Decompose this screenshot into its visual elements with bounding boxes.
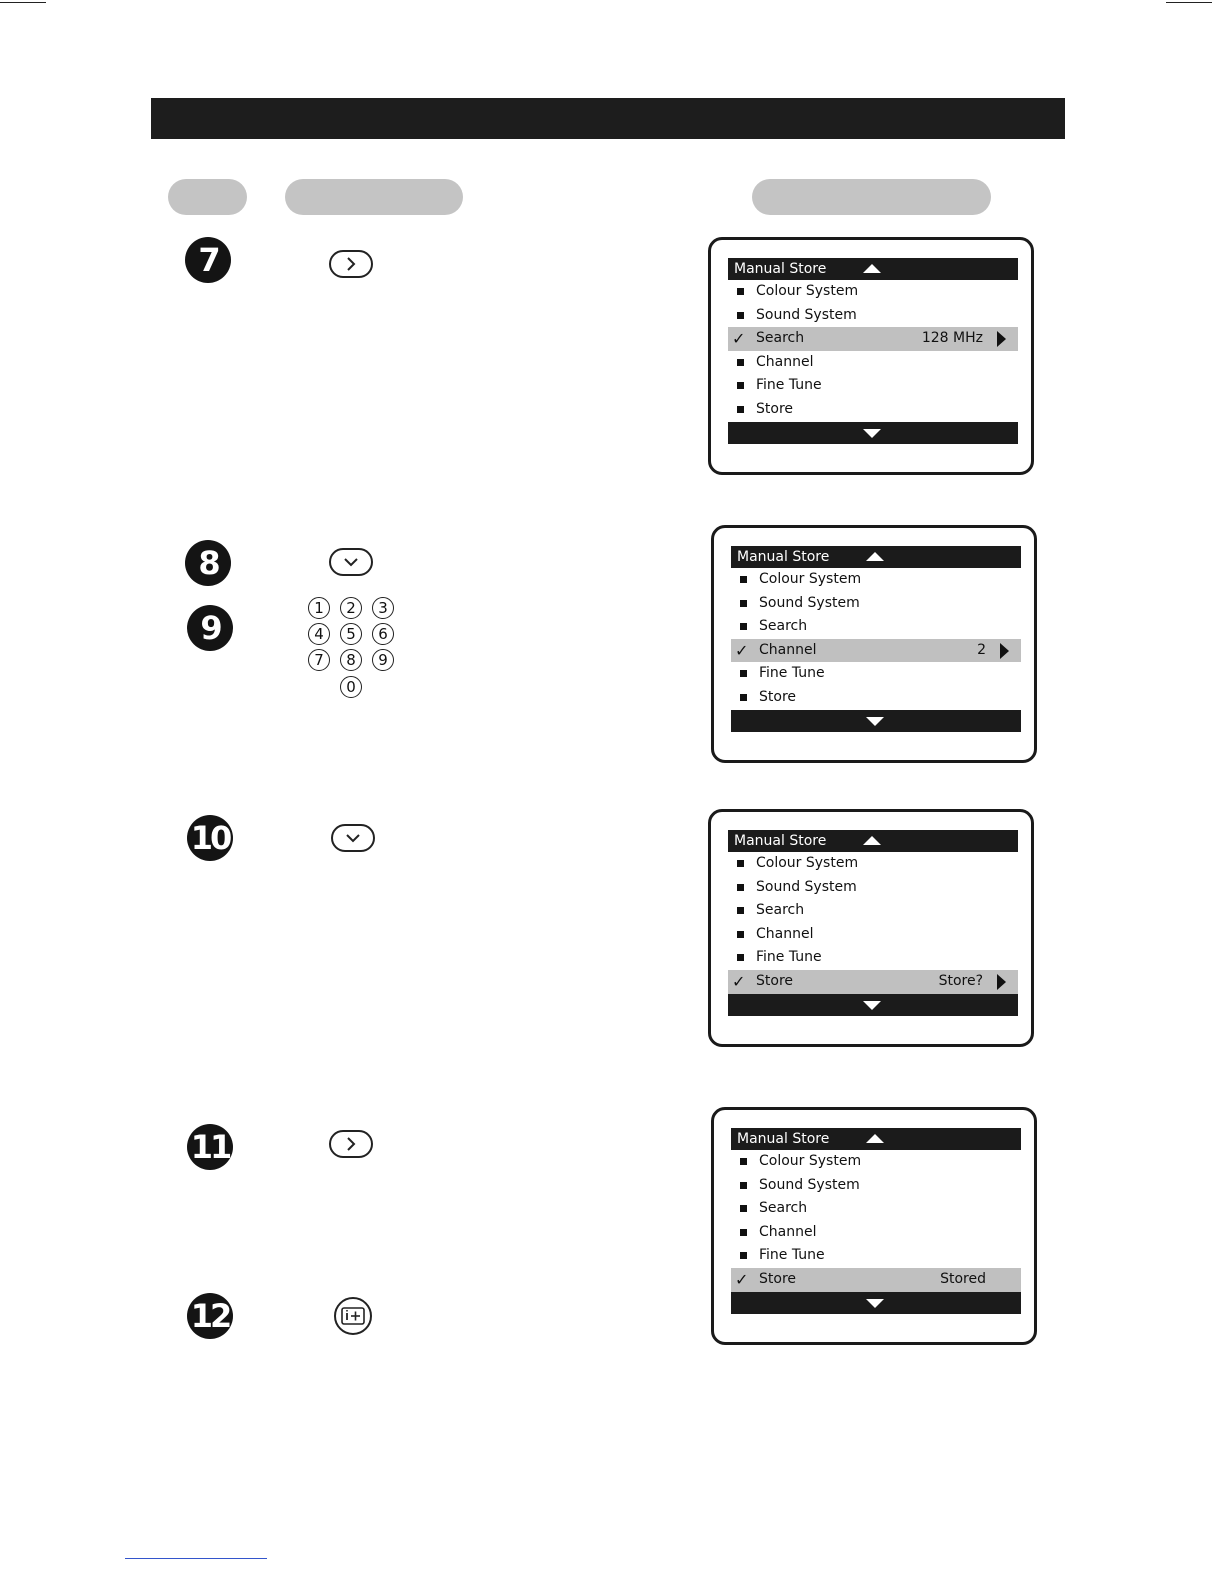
bullet-icon	[740, 694, 747, 701]
menu-item-label: Colour System	[756, 855, 859, 871]
menu-item-value: 128 MHz	[921, 330, 983, 347]
column-header-step	[168, 179, 247, 215]
menu-title	[728, 258, 1018, 280]
scroll-down-icon	[866, 717, 884, 726]
bullet-icon	[737, 860, 744, 867]
scroll-down-icon	[863, 1001, 881, 1010]
chevron-down-icon	[344, 555, 358, 569]
step-number-12: 12	[187, 1293, 233, 1339]
digit-key-6[interactable]: 6	[372, 623, 394, 645]
menu-item-label: Channel	[759, 1223, 817, 1240]
menu-item-label: Sound System	[759, 594, 860, 611]
step-number-7: 7	[185, 237, 231, 283]
digit-key-3[interactable]: 3	[372, 597, 394, 619]
menu-item-label: Store	[756, 400, 794, 417]
menu-item-label: Colour System	[759, 1153, 862, 1169]
bullet-icon	[737, 907, 744, 914]
step-number-9: 9	[187, 605, 233, 651]
info-button[interactable]	[334, 1297, 372, 1335]
chevron-down-icon	[346, 831, 360, 845]
menu-item[interactable]	[728, 398, 1018, 422]
manual-store-menu	[731, 546, 1021, 732]
bullet-icon	[737, 382, 744, 389]
digit-key-0[interactable]: 0	[340, 676, 362, 698]
menu-item-label: Channel	[756, 925, 814, 942]
right-triangle-icon	[997, 331, 1006, 347]
menu-title-text: Manual Store	[734, 833, 827, 849]
digit-key-8[interactable]: 8	[340, 649, 362, 671]
menu-item-label: Colour System	[756, 283, 859, 299]
menu-item[interactable]	[728, 923, 1018, 947]
digit-key-2[interactable]: 2	[340, 597, 362, 619]
menu-title	[731, 1128, 1021, 1150]
scroll-up-icon	[866, 552, 884, 561]
bullet-icon	[740, 623, 747, 630]
menu-item-label: Fine Tune	[759, 665, 825, 682]
right-triangle-icon	[997, 974, 1006, 990]
scroll-up-icon	[866, 1134, 884, 1143]
menu-item[interactable]	[731, 592, 1021, 616]
menu-item[interactable]	[728, 280, 1018, 304]
menu-item[interactable]	[728, 327, 1018, 351]
menu-title	[731, 546, 1021, 568]
down-arrow-button[interactable]	[329, 548, 373, 576]
bullet-icon	[737, 884, 744, 891]
scroll-down-icon	[866, 1299, 884, 1308]
menu-item-label: Fine Tune	[759, 1247, 825, 1264]
right-arrow-button[interactable]	[329, 1130, 373, 1158]
right-triangle-icon	[1000, 643, 1009, 659]
scroll-up-icon	[863, 836, 881, 845]
digit-key-9[interactable]: 9	[372, 649, 394, 671]
menu-footer	[728, 422, 1018, 444]
down-arrow-button[interactable]	[331, 824, 375, 852]
menu-item[interactable]	[728, 852, 1018, 876]
digit-key-5[interactable]: 5	[340, 623, 362, 645]
step-number-10: 10	[187, 815, 233, 861]
bullet-icon	[737, 359, 744, 366]
menu-item[interactable]	[728, 946, 1018, 970]
tv-screen-step-7	[708, 237, 1034, 475]
manual-store-menu	[731, 1128, 1021, 1314]
bullet-icon	[740, 1158, 747, 1165]
bullet-icon	[740, 1229, 747, 1236]
bullet-icon	[740, 1182, 747, 1189]
menu-item-label: Fine Tune	[756, 949, 822, 966]
checkmark-icon: ✓	[732, 971, 746, 991]
menu-item[interactable]	[728, 970, 1018, 994]
section-header-bar	[151, 98, 1065, 139]
menu-footer	[728, 994, 1018, 1016]
menu-item[interactable]	[731, 662, 1021, 686]
menu-item-value: 2	[977, 641, 986, 658]
menu-item[interactable]	[731, 686, 1021, 710]
tv-screen-step-9	[711, 525, 1037, 763]
manual-store-menu	[728, 258, 1018, 444]
menu-item-label: Channel	[756, 353, 814, 370]
menu-item[interactable]	[731, 1268, 1021, 1292]
menu-item-value: Stored	[940, 1270, 986, 1287]
menu-footer	[731, 1292, 1021, 1314]
bullet-icon	[737, 288, 744, 295]
bullet-icon	[737, 312, 744, 319]
bullet-icon	[737, 931, 744, 938]
digit-keypad	[307, 596, 403, 702]
menu-footer	[731, 710, 1021, 732]
step-number-8: 8	[185, 540, 231, 586]
bullet-icon	[740, 576, 747, 583]
scroll-up-icon	[863, 264, 881, 273]
menu-item-label: Search	[759, 1200, 808, 1217]
menu-item-label: Sound System	[759, 1176, 860, 1193]
menu-item[interactable]	[731, 1174, 1021, 1198]
menu-item[interactable]	[728, 899, 1018, 923]
digit-key-7[interactable]: 7	[308, 649, 330, 671]
menu-item-label: Store	[756, 972, 794, 989]
menu-title-text: Manual Store	[734, 261, 827, 277]
menu-item[interactable]	[728, 876, 1018, 900]
menu-item[interactable]	[731, 1244, 1021, 1268]
menu-item-label: Sound System	[756, 878, 857, 895]
menu-item[interactable]	[731, 615, 1021, 639]
checkmark-icon: ✓	[735, 640, 749, 660]
bullet-icon	[740, 1205, 747, 1212]
menu-item[interactable]	[731, 1150, 1021, 1174]
menu-item[interactable]	[731, 568, 1021, 592]
menu-item-label: Store	[759, 688, 797, 705]
info-plus-icon	[341, 1307, 365, 1325]
scroll-down-icon	[863, 429, 881, 438]
menu-item-label: Store	[759, 1270, 797, 1287]
chevron-right-icon	[344, 1137, 358, 1151]
crop-mark-right	[1166, 2, 1212, 3]
bullet-icon	[740, 670, 747, 677]
menu-title-text: Manual Store	[737, 1131, 830, 1147]
tv-screen-step-10	[708, 809, 1034, 1047]
menu-item-label: Sound System	[756, 306, 857, 323]
menu-item-label: Search	[756, 902, 805, 919]
menu-item[interactable]	[731, 1221, 1021, 1245]
menu-item[interactable]	[728, 304, 1018, 328]
menu-item-label: Colour System	[759, 571, 862, 587]
crop-mark-left	[0, 2, 46, 3]
digit-key-4[interactable]: 4	[308, 623, 330, 645]
footer-rule	[125, 1558, 267, 1559]
menu-item[interactable]	[728, 351, 1018, 375]
bullet-icon	[737, 954, 744, 961]
menu-item-value: Store?	[938, 972, 983, 989]
bullet-icon	[737, 406, 744, 413]
bullet-icon	[740, 1252, 747, 1259]
menu-item[interactable]	[731, 1197, 1021, 1221]
chevron-right-icon	[344, 257, 358, 271]
menu-item-label: Channel	[759, 641, 817, 658]
menu-item[interactable]	[731, 639, 1021, 663]
manual-store-menu	[728, 830, 1018, 1016]
tv-screen-step-11	[711, 1107, 1037, 1345]
step-number-11: 11	[187, 1124, 233, 1170]
menu-title-text: Manual Store	[737, 549, 830, 565]
bullet-icon	[740, 600, 747, 607]
menu-item-label: Search	[759, 618, 808, 635]
column-header-action	[285, 179, 463, 215]
menu-item-label: Fine Tune	[756, 377, 822, 394]
right-arrow-button[interactable]	[329, 250, 373, 278]
checkmark-icon: ✓	[735, 1269, 749, 1289]
checkmark-icon: ✓	[732, 329, 746, 349]
column-header-screen	[752, 179, 991, 215]
menu-item-label: Search	[756, 330, 805, 347]
menu-item[interactable]	[728, 374, 1018, 398]
digit-key-1[interactable]: 1	[308, 597, 330, 619]
menu-title	[728, 830, 1018, 852]
